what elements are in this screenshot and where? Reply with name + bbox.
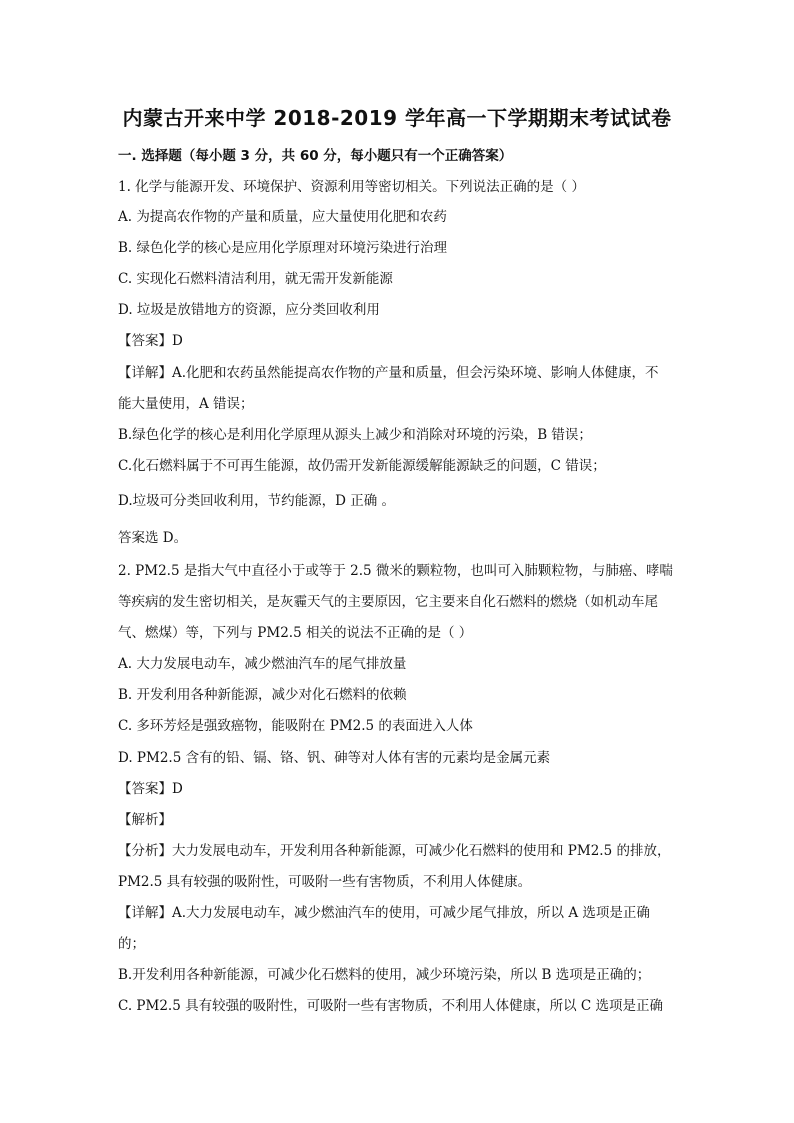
q2-option-d: D. PM2.5 含有的铅、镉、铬、钒、砷等对人体有害的元素均是金属元素 <box>118 750 551 766</box>
q2-stem-line: 气、燃煤）等，下列与 PM2.5 相关的说法不正确的是（ ） <box>118 625 473 641</box>
q1-option-b: B. 绿色化学的核心是应用化学原理对环境污染进行治理 <box>118 240 448 256</box>
q2-detail-line: B.开发利用各种新能源，可减少化石燃料的使用，减少环境污染，所以 B 选项是正确的； <box>118 967 651 983</box>
q2-option-a: A. 大力发展电动车，减少燃油汽车的尾气排放量 <box>118 656 407 672</box>
q2-stem-line: 等疾病的发生密切相关，是灰霾天气的主要原因，它主要来自化石燃料的燃烧（如机动车尾 <box>118 594 658 610</box>
q2-analysis-label: 【解析】 <box>118 812 172 828</box>
q1-answer: 【答案】D <box>118 333 183 349</box>
q1-detail-line: D.垃圾可分类回收利用，节约能源，D 正确 。 <box>118 493 396 509</box>
q1-detail-line: 【详解】A.化肥和农药虽然能提高农作物的产量和质量，但会污染环境、影响人体健康，不 <box>118 365 659 381</box>
q1-option-a: A. 为提高农作物的产量和质量，应大量使用化肥和农药 <box>118 209 447 225</box>
q1-option-d: D. 垃圾是放错地方的资源，应分类回收利用 <box>118 302 380 318</box>
q2-stem-line: 2. PM2.5 是指大气中直径小于或等于 2.5 微米的颗粒物，也叫可入肺颗粒物，与肺癌、哮喘 <box>118 563 673 579</box>
q2-answer: 【答案】D <box>118 781 183 797</box>
q2-detail-line: 【详解】A.大力发展电动车，减少燃油汽车的使用，可减少尾气排放，所以 A 选项是正确 <box>118 905 650 921</box>
q2-option-c: C. 多环芳烃是强致癌物，能吸附在 PM2.5 的表面进入人体 <box>118 718 473 734</box>
q1-conclusion: 答案选 D。 <box>118 530 188 546</box>
q2-option-b: B. 开发利用各种新能源，减少对化石燃料的依赖 <box>118 687 407 703</box>
q1-stem: 1. 化学与能源开发、环境保护、资源利用等密切相关。下列说法正确的是（ ） <box>118 179 585 195</box>
q1-detail-line: B.绿色化学的核心是利用化学原理从源头上减少和消除对环境的污染，B 错误； <box>118 427 592 443</box>
q2-analysis-line: PM2.5 具有较强的吸附性，可吸附一些有害物质，不利用人体健康。 <box>118 874 532 890</box>
q1-detail-line: C.化石燃料属于不可再生能源，故仍需开发新能源缓解能源缺乏的问题，C 错误； <box>118 458 606 474</box>
q1-option-c: C. 实现化石燃料清洁利用，就无需开发新能源 <box>118 271 393 287</box>
q2-detail-line: 的； <box>118 936 145 952</box>
page-title: 内蒙古开来中学 2018-2019 学年高一下学期期末考试试卷 <box>122 106 672 130</box>
section-heading: 一. 选择题（每小题 3 分，共 60 分，每小题只有一个正确答案） <box>118 148 513 164</box>
q2-analysis-line: 【分析】大力发展电动车，开发利用各种新能源，可减少化石燃料的使用和 PM2.5 的排放， <box>118 843 671 859</box>
q2-detail-line: C. PM2.5 具有较强的吸附性，可吸附一些有害物质，不利用人体健康，所以 C 选项是正确 <box>118 998 664 1014</box>
q1-detail-line: 能大量使用，A 错误； <box>118 396 254 412</box>
